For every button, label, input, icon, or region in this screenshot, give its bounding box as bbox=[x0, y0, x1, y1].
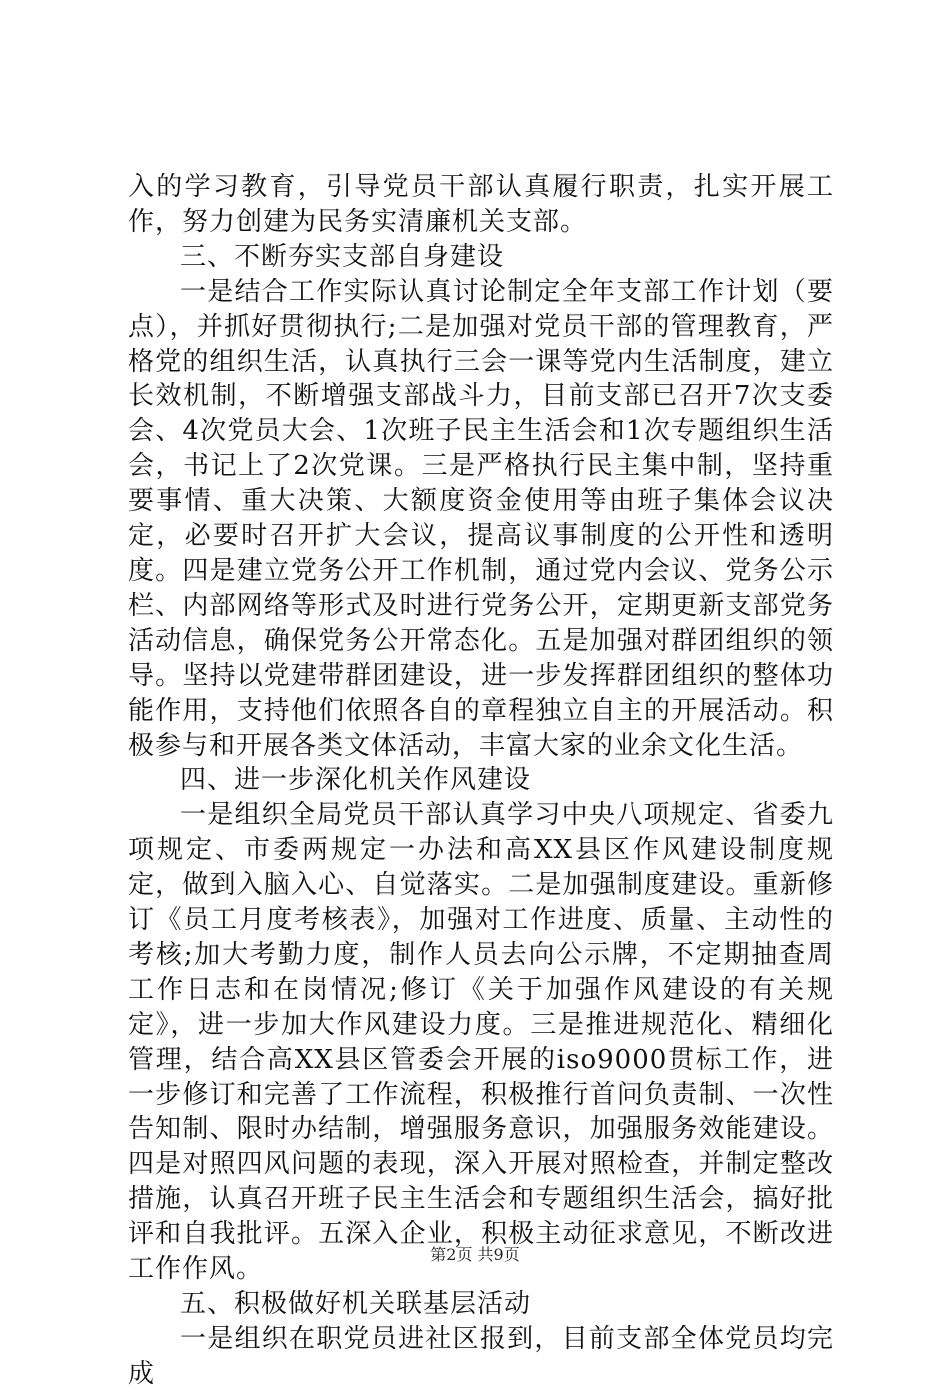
section-heading-3: 三、不断夯实支部自身建设 bbox=[180, 241, 505, 272]
paragraph-continuation: 入的学习教育，引导党员干部认真履行职责，扎实开展工作，努力创建为民务实清廉机关支部。 bbox=[128, 172, 834, 237]
paragraph-section-5: 一是组织在职党员进社区报到，目前支部全体党员均完成 bbox=[128, 1323, 834, 1389]
section-heading-4: 四、进一步深化机关作风建设 bbox=[180, 765, 532, 796]
paragraph-section-3: 一是结合工作实际认真讨论制定全年支部工作计划（要点），并抓好贯彻执行;二是加强对党员干部的管理教育，严格党的组织生活，认真执行三会一课等党内生活制度，建立长效机制，不断增强支部战斗力，目前支部已召开7次支委会、4次党员大会、1次班子民主生活会和1次专题组织生活会，书记上了2次党课。三是严格执行民主集中制，坚持重要事情、重大决策、大额度资金使用等由班子集体会议决定，必要时召开扩大会议，提高议事制度的公开性和透明度。四是建立党务公开工作机制，通过党内会议、党务公示栏、内部网络等形式及时进行党务公开，定期更新支部党务活动信息，确保党务公开常态化。五是加强对群团组织的领导。坚持以党建带群团建设，进一步发挥群团组织的整体功能作用，支持他们依照各自的章程独立自主的开展活动。积极参与和开展各类文体活动，丰富大家的业余文化生活。 bbox=[128, 276, 834, 761]
page-number-footer: 第2页 共9页 bbox=[430, 1245, 520, 1264]
paragraph-section-4: 一是组织全局党员干部认真学习中央八项规定、省委九项规定、市委两规定一办法和高XX县区作风建设制度规定，做到入脑入心、自觉落实。二是加强制度建设。重新修订《员工月度考核表》，加强对工作进度、质量、主动性的考核;加大考勤力度，制作人员去向公示牌，不定期抽查周工作日志和在岗情况;修订《关于加强作风建设的有关规定》，进一步加大作风建设力度。三是推进规范化、精细化管理，结合高XX县区管委会开展的iso9000贯标工作，进一步修订和完善了工作流程，积极推行首问负责制、一次性告知制、限时办结制，增强服务意识，加强服务效能建设。四是对照四风问题的表现，深入开展对照检查，并制定整改措施，认真召开班子民主生活会和专题组织生活会，搞好批评和自我批评。五深入企业，积极主动征求意见，不断改进工作作风。 bbox=[128, 800, 834, 1285]
document-body bbox=[128, 170, 834, 1392]
section-heading-5: 五、积极做好机关联基层活动 bbox=[180, 1289, 532, 1319]
